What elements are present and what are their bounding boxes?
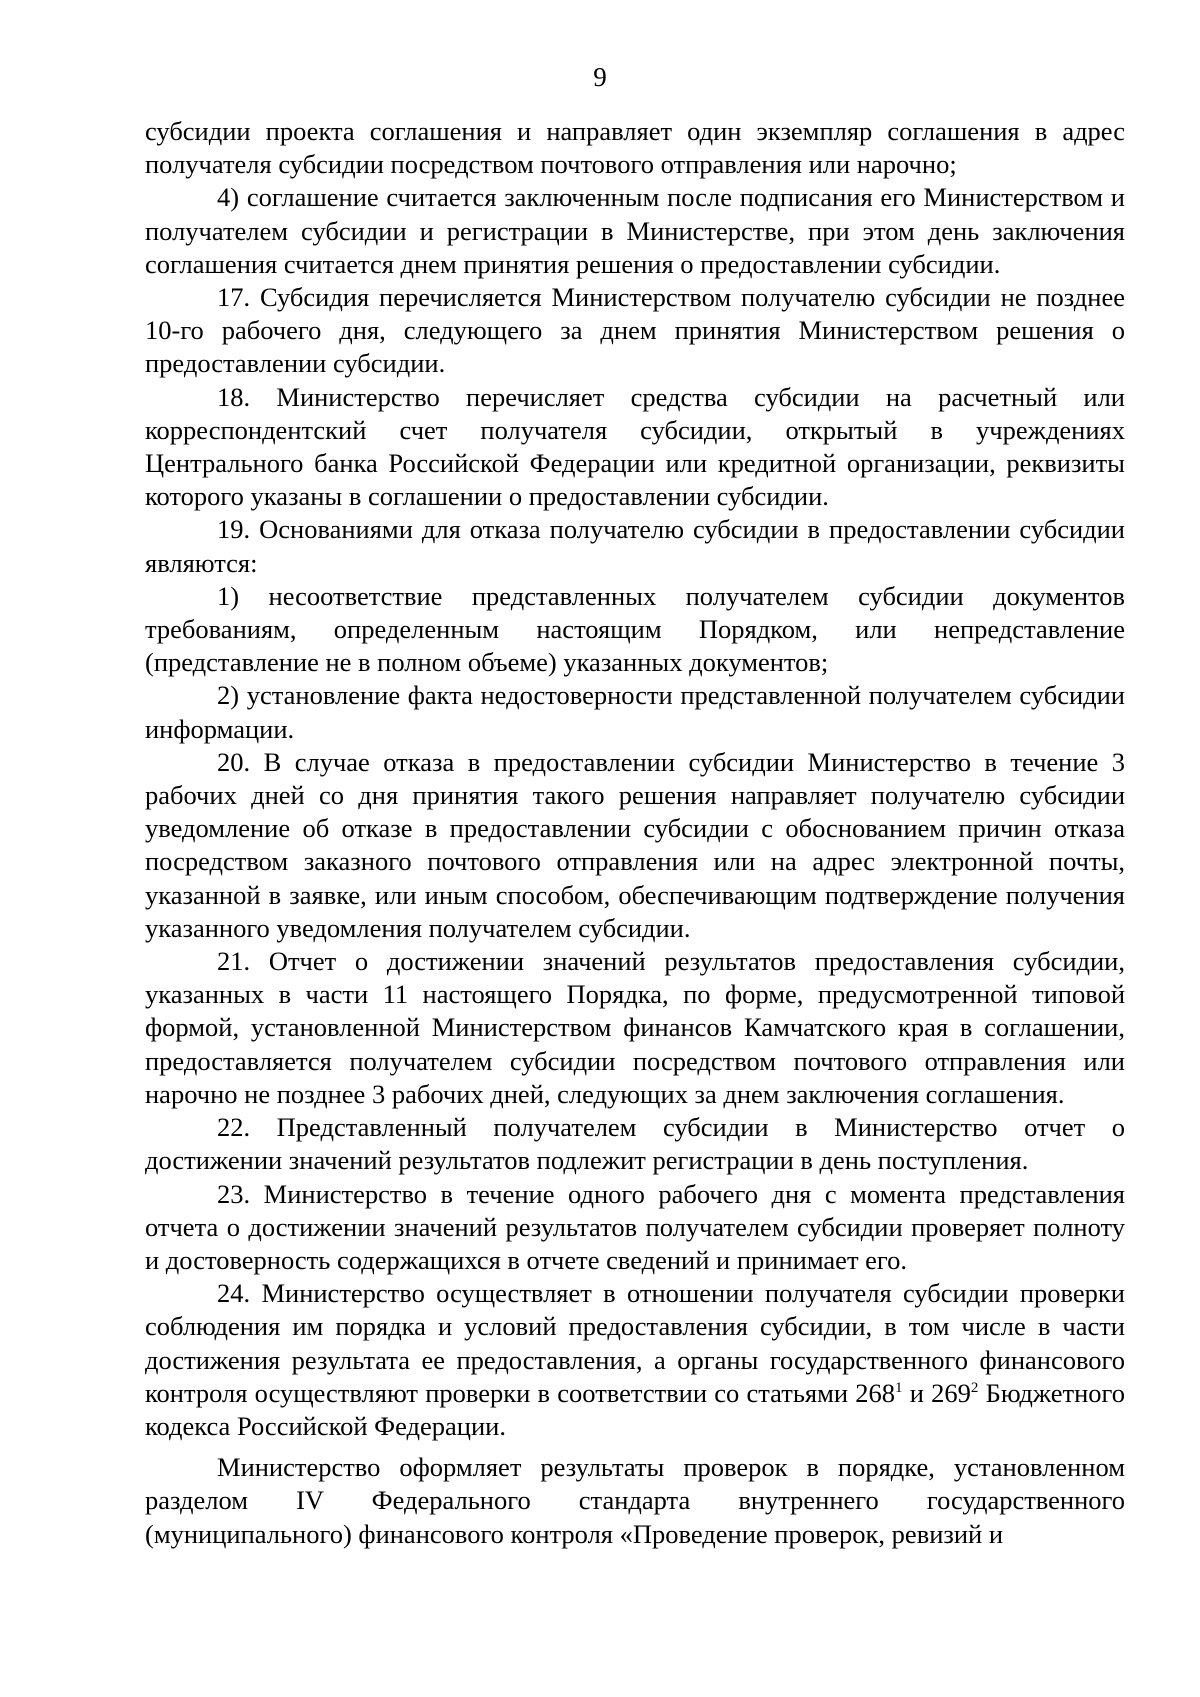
page-number: 9 bbox=[593, 62, 607, 92]
superscript-2: 2 bbox=[970, 1379, 979, 1396]
paragraph-17: 17. Субсидия перечисляется Министерством получателю субсидии не позднее 10-го рабочего дня, следующего за днем принятия Министерством решения о предоставлении субсидии. bbox=[145, 282, 1125, 379]
paragraph-continuation: субсидии проекта соглашения и направляет один экземпляр соглашения в адрес получателя субсидии посредством почтового отправления или нарочно; bbox=[145, 116, 1125, 180]
paragraph-22: 22. Представленный получателем субсидии в Министерство отчет о достижении значений результатов подлежит регистрации в день поступления. bbox=[145, 1112, 1125, 1176]
paragraph-23: 23. Министерство в течение одного рабочего дня с момента представления отчета о достижении значений результатов получателем субсидии проверяет полноту и достоверность содержащихся в отчете сведений и принимает его. bbox=[145, 1178, 1125, 1275]
paragraph-24 bbox=[145, 1277, 1125, 1443]
paragraph-19: 19. Основаниями для отказа получателю субсидии в предоставлении субсидии являются: bbox=[145, 514, 1125, 578]
paragraph-21: 21. Отчет о достижении значений результатов предоставления субсидии, указанных в части 11 настоящего Порядка, по форме, предусмотренной типовой формой, установленной Министерством финансов Камчатского края в соглашении, предоставляется получателем субсидии посредством почтового отправления или нарочно не позднее 3 рабочих дней, следующих за днем заключения соглашения. bbox=[145, 946, 1125, 1109]
superscript-1: 1 bbox=[895, 1379, 903, 1396]
paragraph-24-text-c: Бюджетного кодекса Российской Федерации. bbox=[145, 1377, 1125, 1441]
paragraph-18: 18. Министерство перечисляет средства субсидии на расчетный или корреспондентский счет получателя субсидии, открытый в учреждениях Центрального банка Российской Федерации или кредитной организации, реквизиты которого указаны в соглашении о предоставлении субсидии. bbox=[145, 381, 1125, 512]
paragraph-last: Министерство оформляет результаты проверок в порядке, установленном разделом IV Федерального стандарта внутреннего государственного (муниципального) финансового контроля «Проведение проверок, ревизий и bbox=[145, 1452, 1125, 1549]
paragraph-item-4: 4) соглашение считается заключенным после подписания его Министерством и получателем субсидии и регистрации в Министерстве, при этом день заключения соглашения считается днем принятия решения о предоставлении субсидии. bbox=[145, 182, 1125, 279]
document-body bbox=[145, 115, 1125, 1551]
paragraph-20: 20. В случае отказа в предоставлении субсидии Министерство в течение 3 рабочих дней со дня принятия такого решения направляет получателю субсидии уведомление об отказе в предоставлении субсидии с обоснованием причин отказа посредством заказного почтового отправления или на адрес электронной почты, указанной в заявке, или иным способом, обеспечивающим подтверждение получения указанного уведомления получателем субсидии. bbox=[145, 746, 1125, 943]
paragraph-19-item-1: 1) несоответствие представленных получателем субсидии документов требованиям, определенным настоящим Порядком, или непредставление (представление не в полном объеме) указанных документов; bbox=[145, 580, 1125, 678]
paragraph-19-item-2: 2) установление факта недостоверности представленной получателем субсидии информации. bbox=[145, 680, 1125, 744]
paragraph-24-text-b: и 269 bbox=[902, 1377, 971, 1408]
paragraph-24-text-a: 24. Министерство осуществляет в отношении получателя субсидии проверки соблюдения им порядка и условий предоставления субсидии, в том числе в части достижения результата ее предоставления, а органы государственного финансового контроля осуществляют проверки в соответствии со статьями 268 bbox=[145, 1278, 1125, 1408]
